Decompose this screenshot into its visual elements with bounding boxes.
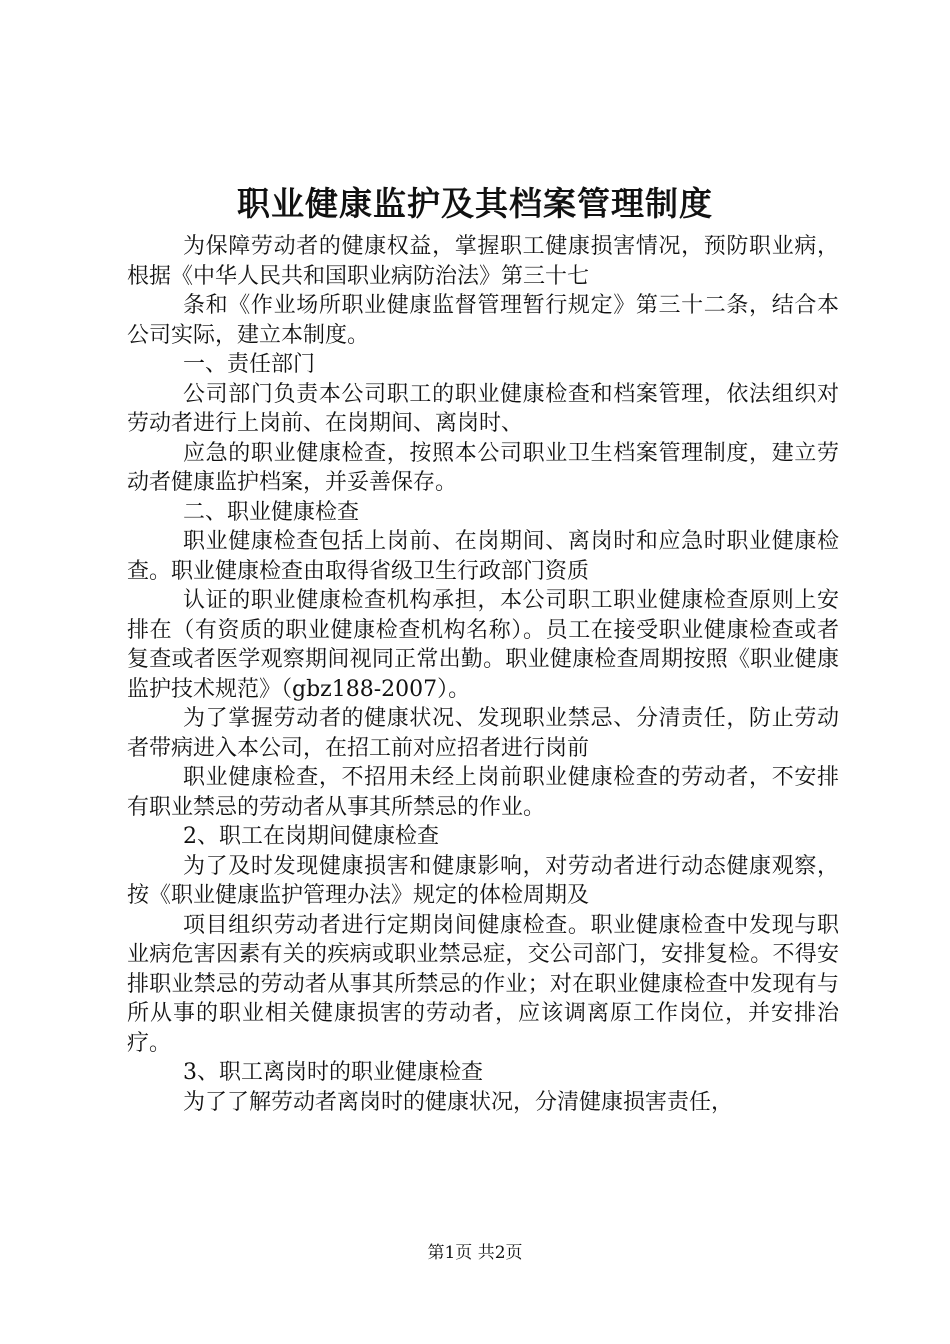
paragraph: 公司部门负责本公司职工的职业健康检查和档案管理，依法组织对劳动者进行上岗前、在岗期间、离岗时、 <box>127 381 839 436</box>
section-heading: 一、责任部门 <box>183 352 316 377</box>
paragraph: 为了掌握劳动者的健康状况、发现职业禁忌、分清责任，防止劳动者带病进入本公司，在招工前对应招者进行岗前 <box>127 706 839 761</box>
section-heading: 二、职业健康检查 <box>183 499 360 525</box>
paragraph: 项目组织劳动者进行定期岗间健康检查。职业健康检查中发现与职业病危害因素有关的疾病或职业禁忌症，交公司部门，安排复检。不得安排职业禁忌的劳动者从事其所禁忌的作业；对在职业健康检查中发现有与所从事的职业相关健康损害的劳动者，应该调离原工作岗位，并安排治疗。 <box>127 912 839 1056</box>
paragraph: 认证的职业健康检查机构承担，本公司职工职业健康检查原则上安排在（有资质的职业健康检查机构名称）。员工在接受职业健康检查或者复查或者医学观察期间视同正常出勤。职业健康检查周期按照《职业健康监护技术规范》（gbz188-2007）。 <box>127 588 839 702</box>
document-body <box>127 232 839 1117</box>
page-footer: 第1页 共2页 <box>427 1243 523 1263</box>
paragraph: 为保障劳动者的健康权益，掌握职工健康损害情况，预防职业病，根据《中华人民共和国职业病防治法》第三十七 <box>127 234 839 289</box>
section-heading: 3、职工离岗时的职业健康检查 <box>183 1060 483 1085</box>
paragraph: 职业健康检查，不招用未经上岗前职业健康检查的劳动者，不安排有职业禁忌的劳动者从事其所禁忌的作业。 <box>127 765 839 820</box>
document-title: 职业健康监护及其档案管理制度 <box>237 184 713 223</box>
paragraph: 为了及时发现健康损害和健康影响，对劳动者进行动态健康观察，按《职业健康监护管理办法》规定的体检周期及 <box>127 853 839 908</box>
paragraph: 职业健康检查包括上岗前、在岗期间、离岗时和应急时职业健康检查。职业健康检查由取得省级卫生行政部门资质 <box>127 529 839 584</box>
paragraph: 应急的职业健康检查，按照本公司职业卫生档案管理制度，建立劳动者健康监护档案，并妥善保存。 <box>127 440 839 495</box>
paragraph: 条和《作业场所职业健康监督管理暂行规定》第三十二条，结合本公司实际，建立本制度。 <box>127 293 839 348</box>
section-heading: 2、职工在岗期间健康检查 <box>183 824 439 849</box>
paragraph: 为了了解劳动者离岗时的健康状况，分清健康损害责任， <box>183 1089 734 1115</box>
